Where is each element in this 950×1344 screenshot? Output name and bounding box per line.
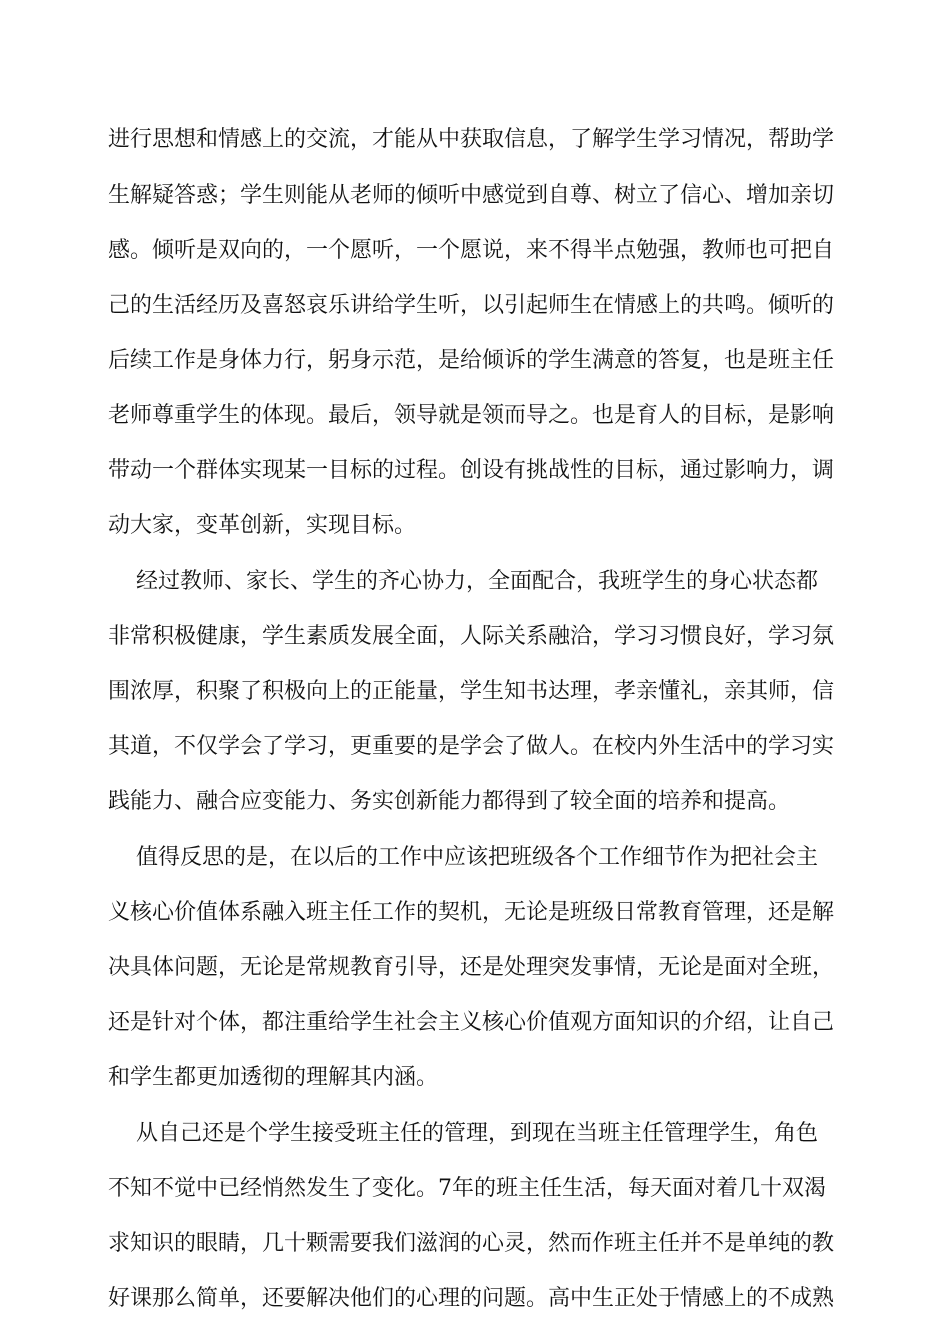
text-line: 求知识的眼睛，几十颗需要我们滋润的心灵，然而作班主任并不是单纯的教 bbox=[108, 1231, 835, 1256]
text-line: 不知不觉中已经悄然发生了变化。7年的班主任生活，每天面对着几十双渴 bbox=[108, 1176, 826, 1201]
text-line: 进行思想和情感上的交流，才能从中获取信息，了解学生学习情况，帮助学 bbox=[108, 127, 835, 152]
text-line: 后续工作是身体力行，躬身示范，是给倾诉的学生满意的答复，也是班主任 bbox=[108, 348, 835, 373]
text-line: 感。倾听是双向的，一个愿听，一个愿说，来不得半点勉强，教师也可把自 bbox=[108, 238, 835, 263]
text-line: 动大家，变革创新，实现目标。 bbox=[108, 513, 417, 538]
text-line: 生解疑答惑；学生则能从老师的倾听中感觉到自尊、树立了信心、增加亲切 bbox=[108, 183, 835, 208]
text-line: 义核心价值体系融入班主任工作的契机，无论是班级日常教育管理，还是解 bbox=[108, 900, 835, 925]
text-line: 决具体问题，无论是常规教育引导，还是处理突发事情，无论是面对全班， bbox=[108, 955, 835, 980]
text-line: 值得反思的是，在以后的工作中应该把班级各个工作细节作为把社会主 bbox=[136, 845, 819, 870]
text-line: 己的生活经历及喜怒哀乐讲给学生听，以引起师生在情感上的共鸣。倾听的 bbox=[108, 293, 835, 318]
text-line: 还是针对个体，都注重给学生社会主义核心价值观方面知识的介绍，让自己 bbox=[108, 1010, 835, 1035]
text-line: 践能力、融合应变能力、务实创新能力都得到了较全面的培养和提高。 bbox=[108, 789, 791, 814]
text-line: 经过教师、家长、学生的齐心协力，全面配合，我班学生的身心状态都 bbox=[136, 569, 819, 594]
text-line: 和学生都更加透彻的理解其内涵。 bbox=[108, 1065, 439, 1090]
text-line: 非常积极健康，学生素质发展全面，人际关系融洽，学习习惯良好，学习氛 bbox=[108, 624, 835, 649]
text-line: 老师尊重学生的体现。最后，领导就是领而导之。也是育人的目标，是影响 bbox=[108, 403, 835, 428]
text-line: 其道，不仅学会了学习，更重要的是学会了做人。在校内外生活中的学习实 bbox=[108, 734, 835, 759]
text-line: 好课那么简单，还要解决他们的心理的问题。高中生正处于情感上的不成熟 bbox=[108, 1286, 835, 1311]
text-line: 带动一个群体实现某一目标的过程。创设有挑战性的目标，通过影响力，调 bbox=[108, 458, 835, 483]
text-line: 围浓厚，积聚了积极向上的正能量，学生知书达理，孝亲懂礼，亲其师，信 bbox=[108, 679, 835, 704]
text-line: 从自己还是个学生接受班主任的管理，到现在当班主任管理学生，角色 bbox=[136, 1121, 819, 1146]
